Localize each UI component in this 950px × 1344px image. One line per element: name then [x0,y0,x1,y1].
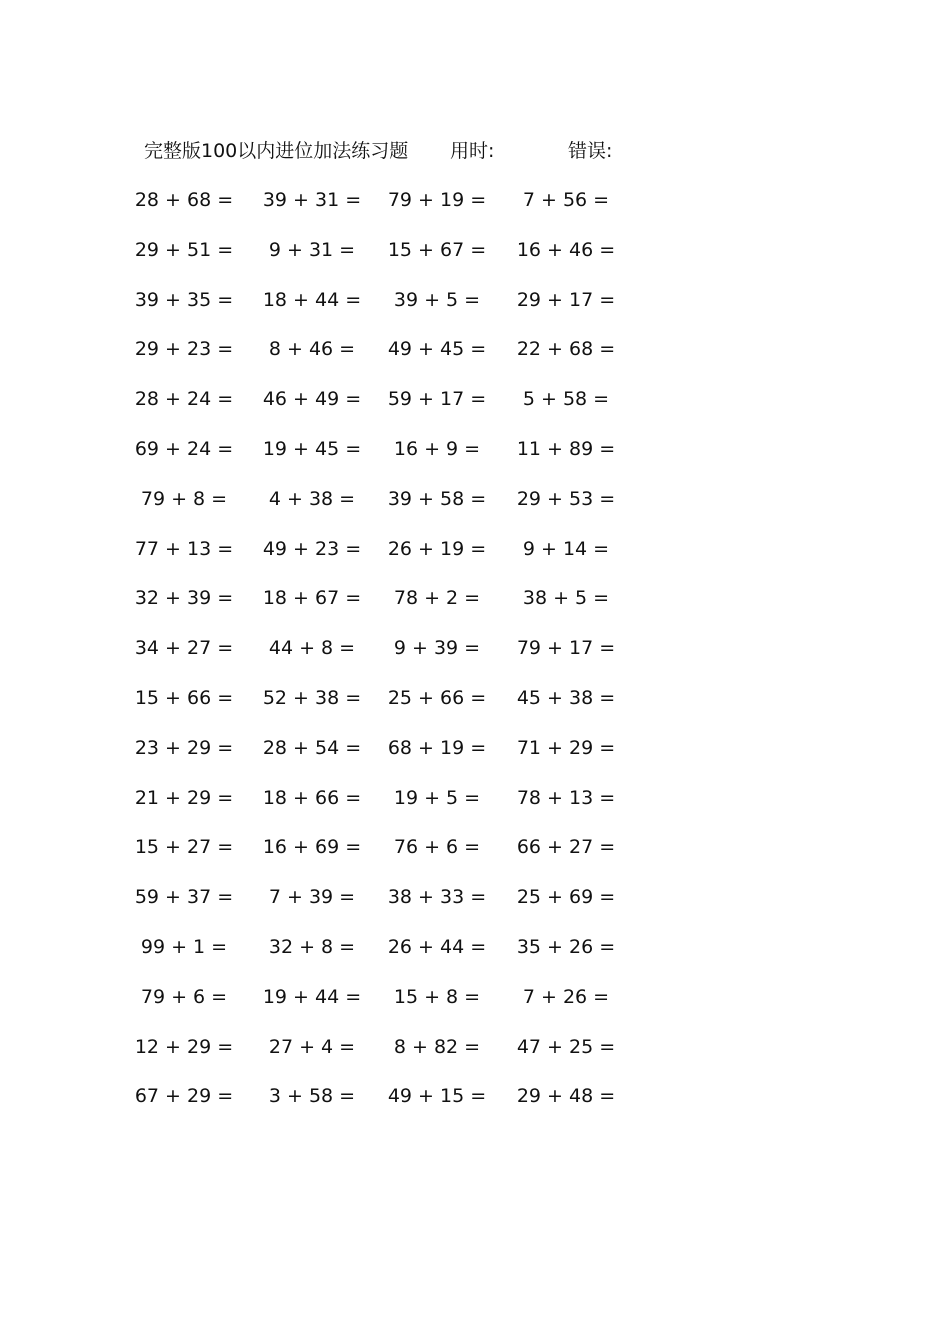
addition-problem: 46 + 49 = [262,388,362,411]
addition-problem: 28 + 68 = [134,189,234,211]
addition-problem: 15 + 8 = [393,985,481,1008]
addition-problem: 8 + 82 = [393,1035,481,1058]
addition-problem: 16 + 46 = [516,238,616,261]
addition-problem: 44 + 8 = [268,637,356,660]
addition-problem: 7 + 56 = [522,189,610,211]
addition-problem: 23 + 29 = [134,736,234,759]
worksheet-title: 完整版100以内进位加法练习题 [144,140,409,162]
addition-problem: 49 + 23 = [262,537,362,560]
addition-problem: 59 + 17 = [387,388,487,411]
addition-problem: 35 + 26 = [516,936,616,958]
addition-problem: 25 + 69 = [516,886,616,909]
addition-problem: 39 + 31 = [262,189,362,211]
addition-problem: 39 + 5 = [393,288,481,311]
addition-problem: 32 + 8 = [268,936,356,958]
error-label: 错误: [568,140,613,162]
addition-problem: 38 + 33 = [387,886,487,909]
addition-problem: 18 + 66 = [262,786,362,809]
addition-problem: 34 + 27 = [134,637,234,660]
addition-problem: 5 + 58 = [522,388,610,411]
addition-problem: 71 + 29 = [516,736,616,759]
addition-problem: 59 + 37 = [134,886,234,909]
addition-problem: 21 + 29 = [134,786,234,809]
time-label: 用时: [450,140,495,162]
addition-problem: 38 + 5 = [522,587,610,610]
addition-problem: 79 + 6 = [140,985,228,1008]
addition-problem: 29 + 17 = [516,288,616,311]
addition-problem: 28 + 54 = [262,736,362,759]
addition-problem: 45 + 38 = [516,687,616,709]
addition-problem: 29 + 23 = [134,338,234,361]
addition-problem: 49 + 15 = [387,1085,487,1108]
addition-problem: 49 + 45 = [387,338,487,361]
addition-problem: 25 + 66 = [387,687,487,709]
addition-problem: 28 + 24 = [134,388,234,411]
addition-problem: 79 + 8 = [140,487,228,510]
addition-problem: 29 + 53 = [516,487,616,510]
addition-problem: 12 + 29 = [134,1035,234,1058]
addition-problem: 7 + 26 = [522,985,610,1008]
addition-problem: 67 + 29 = [134,1085,234,1108]
addition-problem: 19 + 5 = [393,786,481,809]
addition-problem: 16 + 9 = [393,438,481,460]
addition-problem: 8 + 46 = [268,338,356,361]
addition-problem: 18 + 67 = [262,587,362,610]
addition-problem: 15 + 67 = [387,238,487,261]
addition-problem: 26 + 44 = [387,936,487,958]
addition-problem: 27 + 4 = [268,1035,356,1058]
addition-problem: 15 + 27 = [134,836,234,859]
addition-problem: 19 + 45 = [262,438,362,460]
addition-problem: 18 + 44 = [262,288,362,311]
addition-problem: 29 + 48 = [516,1085,616,1108]
addition-problem: 39 + 58 = [387,487,487,510]
addition-problem: 77 + 13 = [134,537,234,560]
addition-problem: 11 + 89 = [516,438,616,460]
addition-problem: 9 + 39 = [393,637,481,660]
addition-problem: 4 + 38 = [268,487,356,510]
addition-problem: 79 + 19 = [387,189,487,211]
addition-problem: 78 + 13 = [516,786,616,809]
addition-problem: 19 + 44 = [262,985,362,1008]
addition-problem: 9 + 31 = [268,238,356,261]
addition-problem: 29 + 51 = [134,238,234,261]
addition-problem: 66 + 27 = [516,836,616,859]
addition-problem: 52 + 38 = [262,687,362,709]
addition-problem: 22 + 68 = [516,338,616,361]
addition-problem: 9 + 14 = [522,537,610,560]
addition-problem: 7 + 39 = [268,886,356,909]
addition-problem: 76 + 6 = [393,836,481,859]
addition-problem: 68 + 19 = [387,736,487,759]
addition-problem: 32 + 39 = [134,587,234,610]
addition-problem: 26 + 19 = [387,537,487,560]
addition-problem: 79 + 17 = [516,637,616,660]
addition-problem: 39 + 35 = [134,288,234,311]
addition-problem: 47 + 25 = [516,1035,616,1058]
addition-problem: 69 + 24 = [134,438,234,460]
addition-problem: 78 + 2 = [393,587,481,610]
addition-problem: 15 + 66 = [134,687,234,709]
addition-problem: 3 + 58 = [268,1085,356,1108]
addition-problem: 16 + 69 = [262,836,362,859]
addition-problem: 99 + 1 = [140,936,228,958]
